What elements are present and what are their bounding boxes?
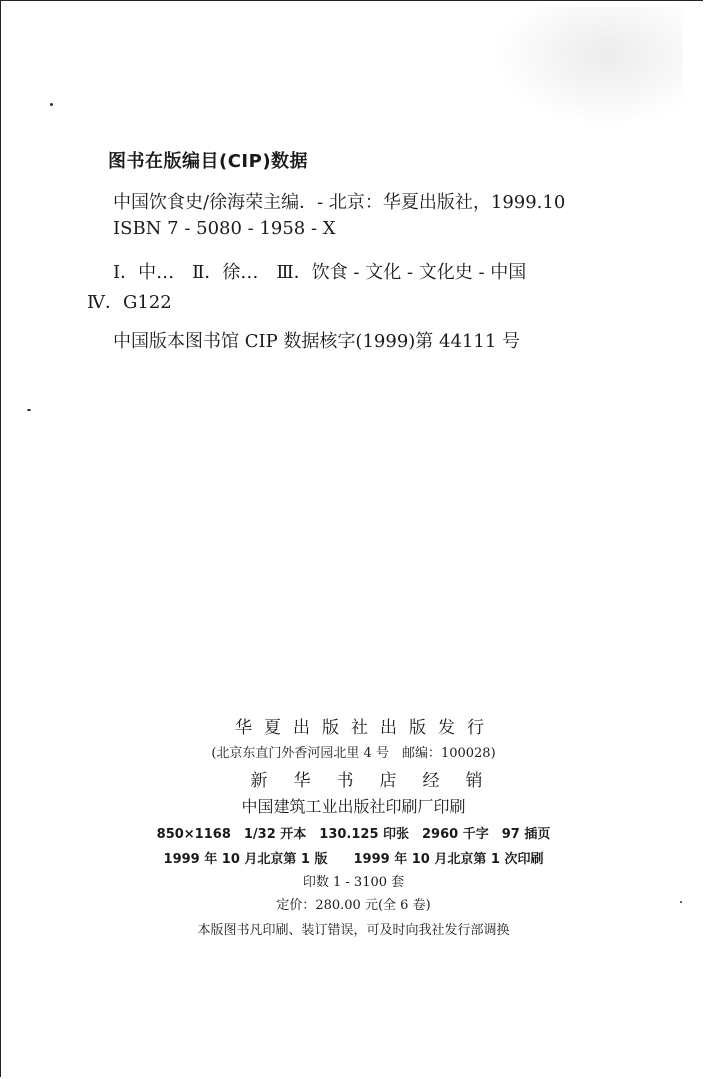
imprint-edition: 1999 年 10 月北京第 1 版 1999 年 10 月北京第 1 次印刷 (163, 852, 544, 867)
imprint-printer: 中国建筑工业出版社印刷厂印刷 (241, 797, 466, 816)
imprint-address: (北京东直门外香河园北里 4 号 邮编：100028) (211, 746, 496, 761)
paper-speck (27, 409, 31, 411)
imprint-distributor: 新华书店经销 (250, 771, 509, 791)
paper-speck (50, 103, 53, 106)
imprint-publisher: 华夏出版社出版发行 (235, 718, 496, 738)
cip-isbn: ISBN 7 - 5080 - 1958 - X (113, 218, 336, 239)
imprint-specs: 850×1168 1/32 开本 130.125 印张 2960 千字 97 插页 (156, 827, 551, 842)
cip-classification: Ⅳ．G122 (87, 292, 172, 313)
imprint-price: 定价：280.00 元(全 6 卷) (276, 898, 431, 913)
cip-book-record: 中国饮食史/徐海荣主编．- 北京：华夏出版社，1999.10 (113, 192, 566, 213)
imprint-print-run: 印数 1 - 3100 套 (302, 875, 405, 890)
cip-verification-number: 中国版本图书馆 CIP 数据核字(1999)第 44111 号 (113, 331, 520, 352)
paper-stain (493, 7, 683, 127)
cip-title: 图书在版编目(CIP)数据 (108, 151, 309, 172)
imprint-notice: 本版图书凡印刷、装订错误，可及时向我社发行部调换 (197, 923, 510, 938)
cip-subject-headings: Ⅰ．中… Ⅱ．徐… Ⅲ．饮食 - 文化 - 文化史 - 中国 (113, 262, 527, 283)
